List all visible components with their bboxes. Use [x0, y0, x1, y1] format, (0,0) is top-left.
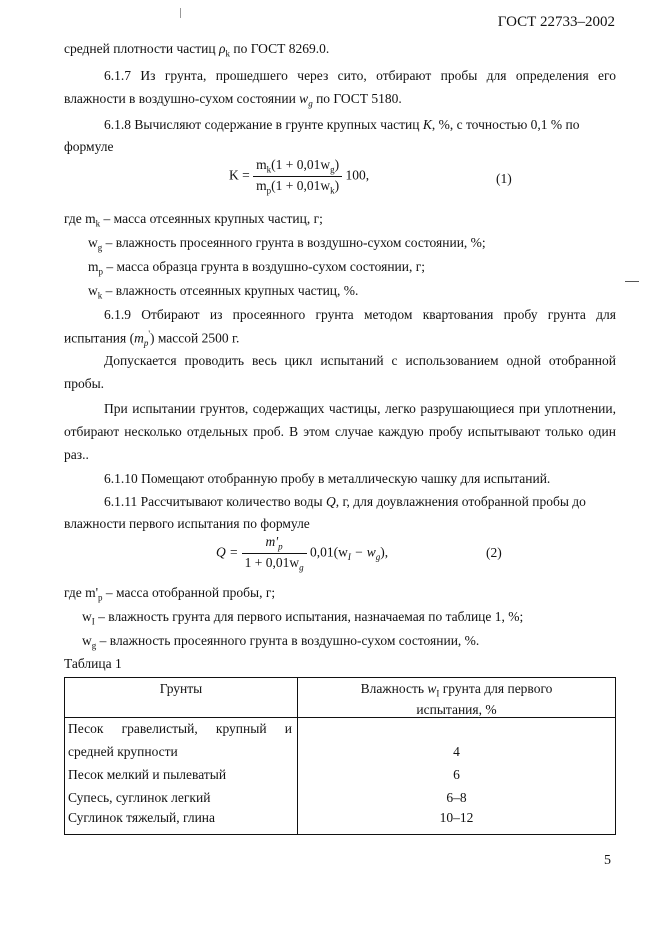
paragraph-6-1-9-line2: испытания $(m_p')$ массой 2500 г.: [64, 329, 240, 349]
table-row: [65, 741, 616, 764]
table-cell-value: 6–8: [298, 787, 616, 810]
table-caption: Таблица 1: [64, 656, 122, 671]
definition-wk: $w_k$ – влажность отсеянных крупных частиц, %.: [88, 283, 359, 301]
table-cell-soil: Суглинок тяжелый, глина: [65, 810, 298, 835]
paragraph-6-1-8-line2: формуле: [64, 139, 114, 154]
paragraph-6-1-10: 6.1.10 Помещают отобранную пробу в металлическую чашку для испытаний.: [104, 471, 551, 486]
column-header-soils: Грунты: [65, 678, 298, 718]
permission-line1: Допускается проводить весь цикл испытаний с использованием одной отобранной: [104, 353, 616, 368]
paragraph-6-1-11-line2: влажности первого испытания по формуле: [64, 516, 310, 531]
table-cell-soil: средней крупности: [65, 741, 298, 764]
table-row: [65, 717, 616, 741]
paragraph-6-1-11-line1: 6.1.11 Рассчитывают количество воды Q, г, для доувлажнения отобранной пробы до: [104, 494, 586, 509]
document-header: ГОСТ 22733–2002: [497, 14, 615, 30]
definition-mp: $m_p$ – масса образца грунта в воздушно-сухом состоянии, г;: [88, 259, 426, 277]
permission-line2: пробы.: [64, 376, 105, 391]
table-cell-soil: Супесь, суглинок легкий: [65, 787, 298, 810]
test-note-line3: раз..: [64, 447, 89, 462]
paragraph-6-1-9-line1: 6.1.9 Отбирают из просеянного грунта методом квартования пробу грунта для: [104, 307, 616, 322]
paragraph-continuation: средней плотности частиц $\rho_k$ по ГОСТ 8269.0.: [64, 41, 330, 59]
table-cell-soil: Песок гравелистый, крупный и: [65, 717, 298, 741]
definition-wg2: $w_g$ – влажность просеянного грунта в воздушно-сухом состоянии, %.: [82, 633, 480, 651]
table-cell-value: 4: [298, 741, 616, 764]
formula-2-number: (2): [486, 545, 502, 560]
table-cell-value: 6: [298, 764, 616, 787]
formula-2-fraction: $\frac{m'_p}{1 + 0,01w_g}$: [242, 534, 307, 572]
definition-w1: $w_I$ – влажность грунта для первого испытания, назначаемая по таблице 1, %;: [82, 609, 524, 627]
test-note-line2: отбирают несколько отдельных проб. В этом случае каждую пробу испытывают только один: [64, 424, 616, 439]
formula-1-number: (1): [496, 171, 512, 186]
paragraph-6-1-8-line1: 6.1.8 Вычисляют содержание в грунте крупных частиц K, %, с точностью 0,1 % по: [104, 117, 580, 132]
table-cell-soil: Песок мелкий и пылеватый: [65, 764, 298, 787]
scan-dash-mark: [625, 281, 639, 282]
definition-mk: где $m_k$ – масса отсеянных крупных частиц, г;: [64, 211, 323, 229]
paragraph-6-1-7-line2: влажности в воздушно-сухом состоянии $w_g$ по ГОСТ 5180.: [64, 91, 402, 109]
scan-mark: [180, 8, 181, 18]
definition-wg: $w_g$ – влажность просеянного грунта в воздушно-сухом состоянии, %;: [88, 235, 486, 253]
formula-2: Q = $\frac{m'_p}{1 + 0,01w_g}$ $0,01(w_I - w_g)$,: [216, 534, 389, 573]
page-number: 5: [604, 853, 611, 868]
test-note-line1: При испытании грунтов, содержащих частицы, легко разрушающиеся при уплотнении,: [104, 401, 616, 416]
table-row: [65, 787, 616, 810]
table-cell-value: [298, 717, 616, 741]
formula-1-fraction: $\frac{m_k(1 + 0,01w_g)}{m_p(1 + 0,01w_k)}$: [253, 157, 342, 195]
table-header-row: [65, 678, 616, 718]
paragraph-6-1-7-line1: 6.1.7 Из грунта, прошедшего через сито, отбирают пробы для определения его: [104, 68, 616, 83]
column-header-moisture: Влажность $w_I$ грунта для первого испытания, %: [298, 678, 616, 718]
soil-moisture-table: [64, 677, 616, 835]
table-cell-value: 10–12: [298, 810, 616, 835]
formula-1: K = $\frac{m_k(1 + 0,01w_g)}{m_p(1 + 0,01w_k)}$ 100,: [229, 157, 370, 196]
definition-mp2: где $m'_p$ – масса отобранной пробы, г;: [64, 585, 276, 603]
table-row: [65, 810, 616, 835]
table-row: [65, 764, 616, 787]
